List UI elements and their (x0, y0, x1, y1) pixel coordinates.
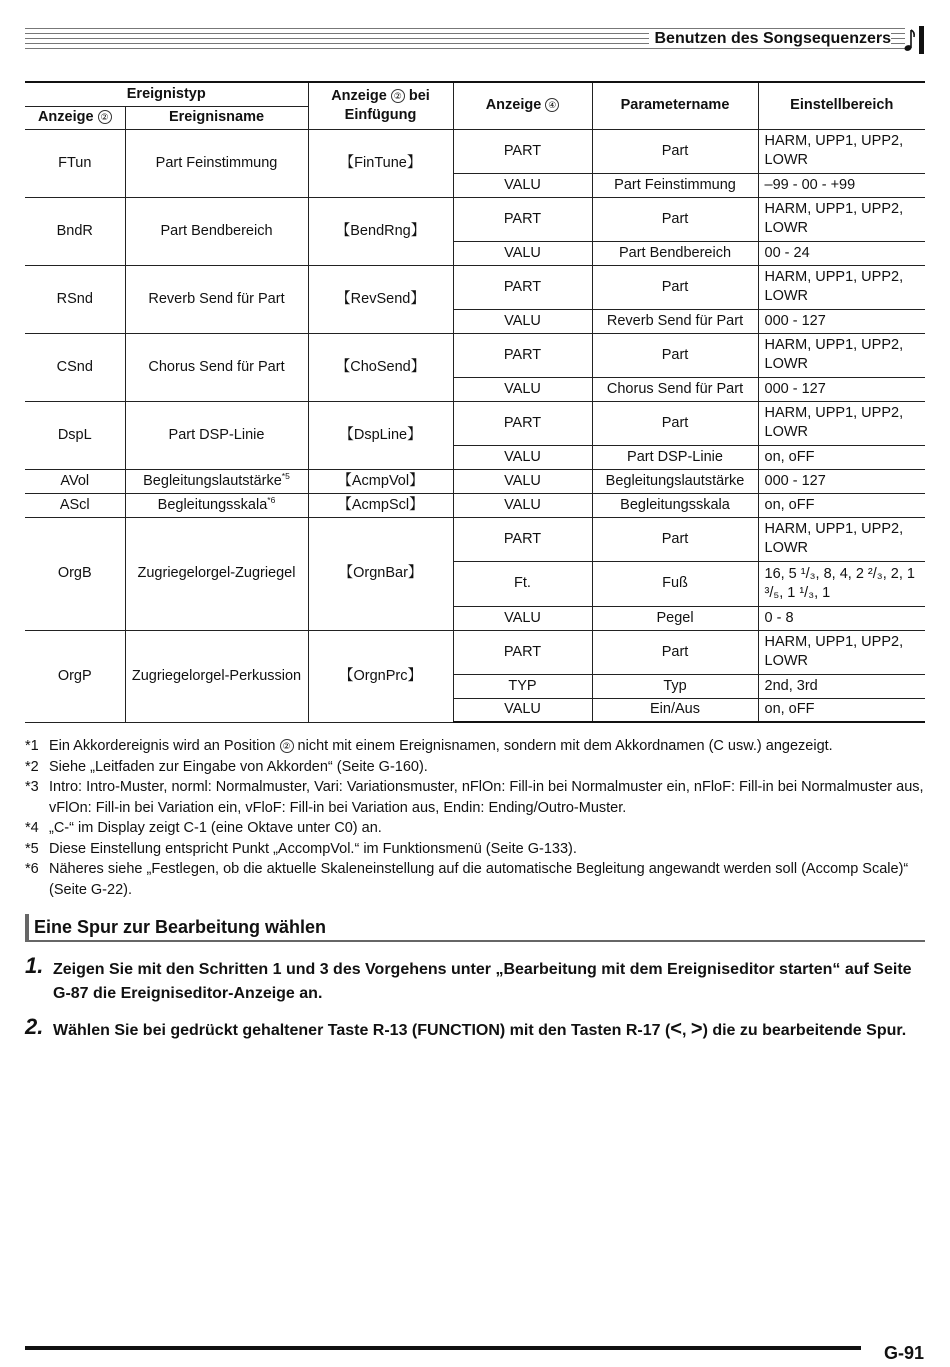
event-name: Part DSP-Linie (125, 401, 308, 469)
display-4: VALU (453, 469, 592, 493)
event-name: Zugriegelorgel-Perkussion (125, 630, 308, 722)
parameter-name: Fuß (592, 561, 758, 606)
table-row (25, 630, 925, 674)
setting-range: HARM, UPP1, UPP2, LOWR (758, 197, 925, 241)
insert-display: 【RevSend】 (308, 265, 453, 333)
header-display-4: Anzeige ④ (453, 82, 592, 129)
step-2 (25, 1014, 930, 1043)
table-row (25, 129, 925, 173)
setting-range: HARM, UPP1, UPP2, LOWR (758, 129, 925, 173)
display-4: VALU (453, 377, 592, 401)
display-4: PART (453, 333, 592, 377)
parameter-name: Typ (592, 674, 758, 698)
footnote-text: Näheres siehe „Festlegen, ob die aktuelle Skaleneinstellung auf die automatische Begleitung angewandt werden soll (Accomp Scale)“ (Seite G-22). (49, 861, 909, 898)
circled-two-icon: ② (391, 89, 405, 103)
display-4: PART (453, 517, 592, 561)
header-title: Benutzen des Songsequenzers (649, 30, 892, 48)
table-row (25, 493, 925, 517)
footnote (25, 839, 930, 860)
insert-display: 【AcmpScl】 (308, 493, 453, 517)
setting-range: 000 - 127 (758, 469, 925, 493)
display-4: VALU (453, 606, 592, 630)
footnote (25, 859, 930, 900)
parameter-name: Part (592, 265, 758, 309)
table-row (25, 197, 925, 241)
setting-range: –99 - 00 - +99 (758, 173, 925, 197)
footnote-text: Siehe „Leitfaden zur Eingabe von Akkorden“ (Seite G-160). (49, 758, 428, 775)
display-4: VALU (453, 698, 592, 722)
footnote-text: Intro: Intro-Muster, norml: Normalmuster, Vari: Variationsmuster, nFlOn: Fill-in bei Normalmuster ein, nFloF: Fill-in bei Normalmuster aus, vFlOn: Fill-in bei Variation ein, vFloF: Fill-in bei Variation aus, Endin: Ending/Outro-Muster. (49, 779, 924, 816)
setting-range: HARM, UPP1, UPP2, LOWR (758, 630, 925, 674)
event-display: AScl (25, 493, 125, 517)
event-name: Part Bendbereich (125, 197, 308, 265)
step-text: Wählen Sie bei gedrückt gehaltener Taste R-13 (FUNCTION) mit den Tasten R-17 (<, >) die zu bearbeitende Spur. (53, 1018, 907, 1040)
display-4: VALU (453, 493, 592, 517)
step-text: Zeigen Sie mit den Schritten 1 und 3 des Vorgehens unter „Bearbeitung mit dem Ereigniseditor starten“ auf Seite G-87 die Ereigniseditor-Anzeige an. (53, 961, 912, 1002)
header-event-type: Ereignistyp (25, 82, 308, 106)
event-display: CSnd (25, 333, 125, 401)
parameter-name: Part DSP-Linie (592, 445, 758, 469)
setting-range: HARM, UPP1, UPP2, LOWR (758, 265, 925, 309)
event-display: RSnd (25, 265, 125, 333)
footnote-mark: *1 (25, 738, 39, 754)
insert-display: 【AcmpVol】 (308, 469, 453, 493)
step-number: 1. (25, 953, 44, 978)
footnote-text: Ein Akkordereignis wird an Position ② nicht mit einem Ereignisnamen, sondern mit dem Akkordnamen (C usw.) angezeigt. (49, 738, 833, 754)
footnote-mark: *2 (25, 758, 39, 775)
parameter-name: Part Bendbereich (592, 241, 758, 265)
left-arrow-icon: < (670, 1018, 682, 1040)
setting-range: on, oFF (758, 445, 925, 469)
footer-rule (25, 1346, 861, 1350)
parameter-name: Part (592, 630, 758, 674)
setting-range: on, oFF (758, 493, 925, 517)
event-name: Reverb Send für Part (125, 265, 308, 333)
display-4: VALU (453, 241, 592, 265)
event-name: Chorus Send für Part (125, 333, 308, 401)
setting-range: HARM, UPP1, UPP2, LOWR (758, 333, 925, 377)
table-row (25, 517, 925, 561)
display-4: PART (453, 129, 592, 173)
staff-line (25, 28, 905, 29)
event-display: AVol (25, 469, 125, 493)
display-4: TYP (453, 674, 592, 698)
insert-display: 【ChoSend】 (308, 333, 453, 401)
footnote (25, 736, 930, 757)
setting-range: 16, 5 ¹/₃, 8, 4, 2 ²/₃, 2, 1 ³/₅, 1 ¹/₃, 1 (758, 561, 925, 606)
step-number: 2. (25, 1014, 44, 1039)
staff-line (25, 48, 905, 49)
insert-display: 【FinTune】 (308, 129, 453, 197)
footnotes (25, 736, 930, 900)
parameter-name: Part (592, 517, 758, 561)
display-4: PART (453, 197, 592, 241)
table-row (25, 265, 925, 309)
event-display: OrgB (25, 517, 125, 630)
parameter-name: Chorus Send für Part (592, 377, 758, 401)
header-insert-display: Anzeige ② bei Einfügung (308, 82, 453, 129)
footnote-mark: *4 (25, 820, 39, 836)
insert-display: 【DspLine】 (308, 401, 453, 469)
right-arrow-icon: > (690, 1018, 703, 1040)
footnote-text: „C-“ im Display zeigt C-1 (eine Oktave unter C0) an. (49, 820, 382, 836)
parameter-name: Begleitungslautstärke (592, 469, 758, 493)
header-event-name: Ereignisname (125, 106, 308, 129)
setting-range: HARM, UPP1, UPP2, LOWR (758, 517, 925, 561)
display-4: VALU (453, 309, 592, 333)
display-4: VALU (453, 445, 592, 469)
table-row (25, 469, 925, 493)
setting-range: 0 - 8 (758, 606, 925, 630)
event-display: DspL (25, 401, 125, 469)
footnote (25, 757, 930, 778)
event-name: Part Feinstimmung (125, 129, 308, 197)
parameter-name: Part (592, 129, 758, 173)
insert-display: 【OrgnBar】 (308, 517, 453, 630)
circled-four-icon: ④ (545, 98, 559, 112)
table-row (25, 333, 925, 377)
footnote (25, 777, 930, 818)
setting-range: 000 - 127 (758, 309, 925, 333)
event-display: OrgP (25, 630, 125, 722)
parameter-name: Part Feinstimmung (592, 173, 758, 197)
display-4: Ft. (453, 561, 592, 606)
parameter-name: Pegel (592, 606, 758, 630)
display-4: VALU (453, 173, 592, 197)
event-name: Begleitungslautstärke$^{*5}$ (125, 469, 308, 493)
footnote-ref: *5 (281, 470, 290, 481)
parameter-name: Reverb Send für Part (592, 309, 758, 333)
display-4: PART (453, 630, 592, 674)
music-note-icon (899, 26, 925, 54)
footnote-ref: *6 (267, 494, 276, 505)
circled-two-icon: ② (280, 739, 294, 753)
page-header (25, 26, 925, 54)
insert-display: 【BendRng】 (308, 197, 453, 265)
setting-range: on, oFF (758, 698, 925, 722)
event-name: Begleitungsskala$^{*6}$ (125, 493, 308, 517)
parameter-name: Ein/Aus (592, 698, 758, 722)
header-setting-range: Einstellbereich (758, 82, 925, 129)
insert-display: 【OrgnPrc】 (308, 630, 453, 722)
header-display-2: Anzeige ② (25, 106, 125, 129)
setting-range: HARM, UPP1, UPP2, LOWR (758, 401, 925, 445)
footnote (25, 818, 930, 839)
parameter-name: Part (592, 333, 758, 377)
event-name: Zugriegelorgel-Zugriegel (125, 517, 308, 630)
parameter-name: Begleitungsskala (592, 493, 758, 517)
parameter-name: Part (592, 401, 758, 445)
table-row (25, 401, 925, 445)
header-parameter-name: Parametername (592, 82, 758, 129)
parameter-name: Part (592, 197, 758, 241)
setting-range: 2nd, 3rd (758, 674, 925, 698)
circled-two-icon: ② (98, 110, 112, 124)
event-display: FTun (25, 129, 125, 197)
setting-range: 00 - 24 (758, 241, 925, 265)
footnote-mark: *5 (25, 840, 39, 857)
event-parameter-table (25, 81, 925, 723)
display-4: PART (453, 401, 592, 445)
page-number: G-91 (883, 1343, 924, 1363)
footnote-mark: *6 (25, 861, 39, 877)
step-1 (25, 953, 930, 1006)
footnote-mark: *3 (25, 779, 39, 795)
event-display: BndR (25, 197, 125, 265)
display-4: PART (453, 265, 592, 309)
section-heading: Eine Spur zur Bearbeitung wählen (25, 914, 925, 942)
footnote-text: Diese Einstellung entspricht Punkt „AccompVol.“ im Funktionsmenü (Seite G-133). (49, 840, 577, 857)
setting-range: 000 - 127 (758, 377, 925, 401)
